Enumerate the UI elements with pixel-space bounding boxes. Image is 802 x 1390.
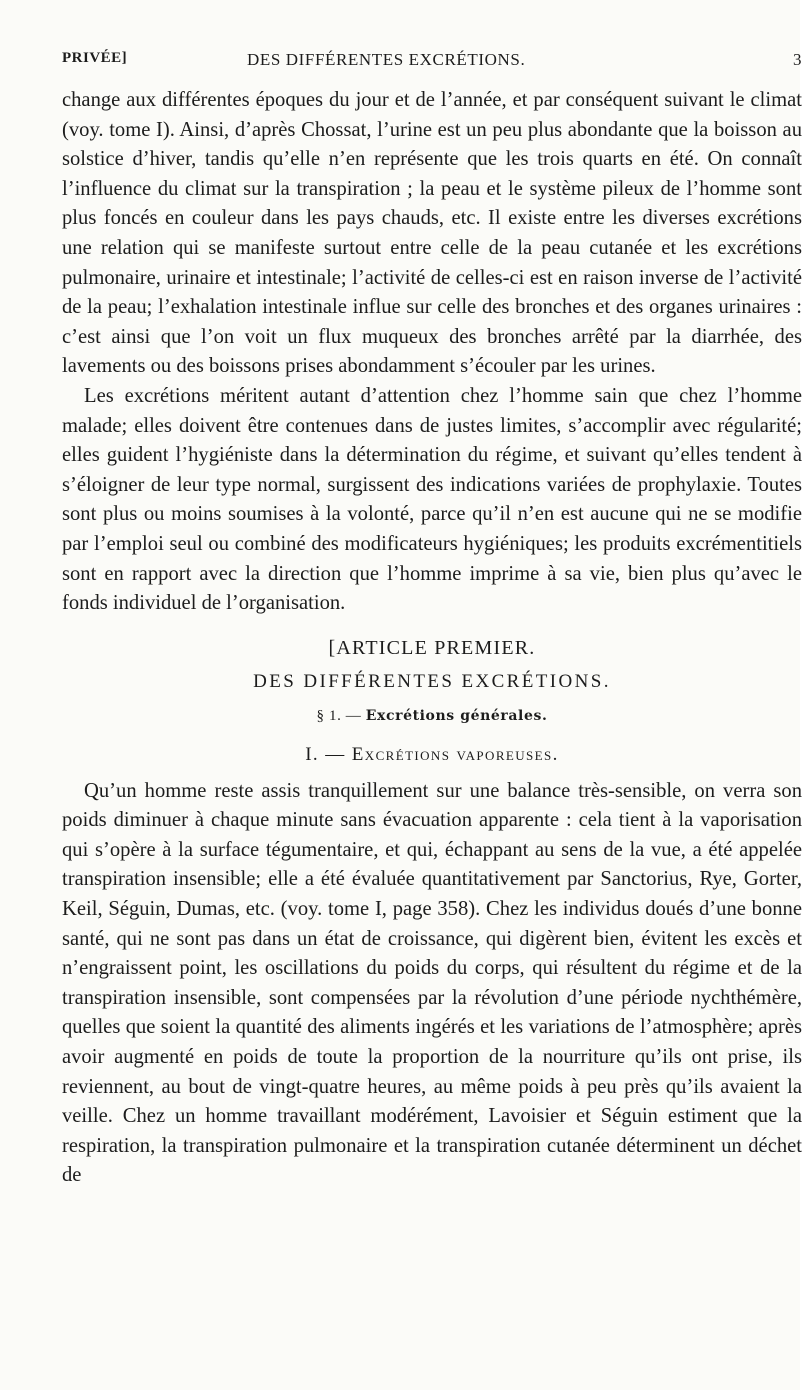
running-head-left: PRIVÉE] <box>62 50 128 66</box>
section-prefix: § 1. — <box>316 707 362 724</box>
section-title: Excrétions générales. <box>365 707 548 724</box>
running-head-title: DES DIFFÉRENTES EXCRÉTIONS. <box>247 50 526 69</box>
subsection-number: I. — <box>305 743 346 765</box>
paragraph-2: Les excrétions méritent autant d’attention chez l’homme sain que chez l’homme malade; elles doivent être contenues dans de justes limites, s’accomplir avec régularité; elles guident l’hygiéniste dans la détermination du régime, et suivant qu’elles tendent à s’éloigner de leur type normal, surgissent des indications variées de prophylaxie. Toutes sont plus ou moins soumises à la volonté, parce qu’il n’en est aucune qui ne se modifie par l’emploi seul ou combiné des modificateurs hygiéniques; les produits excrémentitiels sont en rapport avec la direction que l’homme imprime à sa vie, bien plus qu’avec le fonds individuel de l’organisation. <box>62 384 802 615</box>
paragraph-1: change aux différentes époques du jour et de l’année, et par conséquent suivant le climat (voy. tome I). Ainsi, d’après Chossat, l’urine est un peu plus abondante que la boisson au solstice d’hiver, tandis qu’elle n’en représente que les trois quarts en été. On connaît l’influence du climat sur la transpiration ; la peau et le système pileux de l’homme sont plus foncés en couleur dans les pays chauds, etc. Il existe entre les diverses excrétions une relation qui se manifeste surtout entre celle de la peau cutanée et les excrétions pulmonaire, urinaire et intestinale; l’activité de celles-ci est en raison inverse de l’activité de la peau; l’exhalation intestinale influe sur celle des bronches et des organes urinaires : c’est ainsi que l’on voit un flux muqueux des bronches arrêté par la diarrhée, des lavements ou des boissons prises abondamment s’écouler par les urines. <box>62 89 802 378</box>
article-subtitle: DES DIFFÉRENTES EXCRÉTIONS. <box>253 670 611 692</box>
body-text <box>62 86 802 1191</box>
subsection-heading <box>62 739 802 771</box>
article-title: [ARTICLE PREMIER. <box>328 636 536 659</box>
running-head <box>62 50 802 80</box>
subsection-title: Excrétions vaporeuses. <box>351 743 559 765</box>
paragraph-3: Qu’un homme reste assis tranquillement sur une balance très-sensible, on verra son poids diminuer à chaque minute sans évacuation apparente : cela tient à la vaporisation qui s’opère à la surface tégumentaire, et qui, échappant au sens de la vue, a été appelée transpiration insensible; elle a été évaluée quantitativement par Sanctorius, Rye, Gorter, Keil, Séguin, Dumas, etc. (voy. tome I, page 358). Chez les individus doués d’une bonne santé, qui ne sont pas dans un état de croissance, qui digèrent bien, évitent les excès et n’engraissent point, les oscillations du poids du corps, qui résultent du régime et de la transpiration insensible, sont compensées par la révolution d’une période nychthémère, quelles que soient la quantité des aliments ingérés et les variations de l’atmosphère; après avoir augmenté en poids de toute la proportion de la nourriture qu’ils ont prise, ils reviennent, au bout de vingt-quatre heures, au même poids à peu près qu’ils avaient la veille. Chez un homme travaillant modérément, Lavoisier et Séguin estiment que la respiration, la transpiration pulmonaire et la transpiration cutanée déterminent un déchet de <box>62 779 802 1187</box>
page-number: 3 <box>793 50 802 69</box>
section-heading <box>62 703 802 729</box>
article-heading-block <box>62 633 802 771</box>
